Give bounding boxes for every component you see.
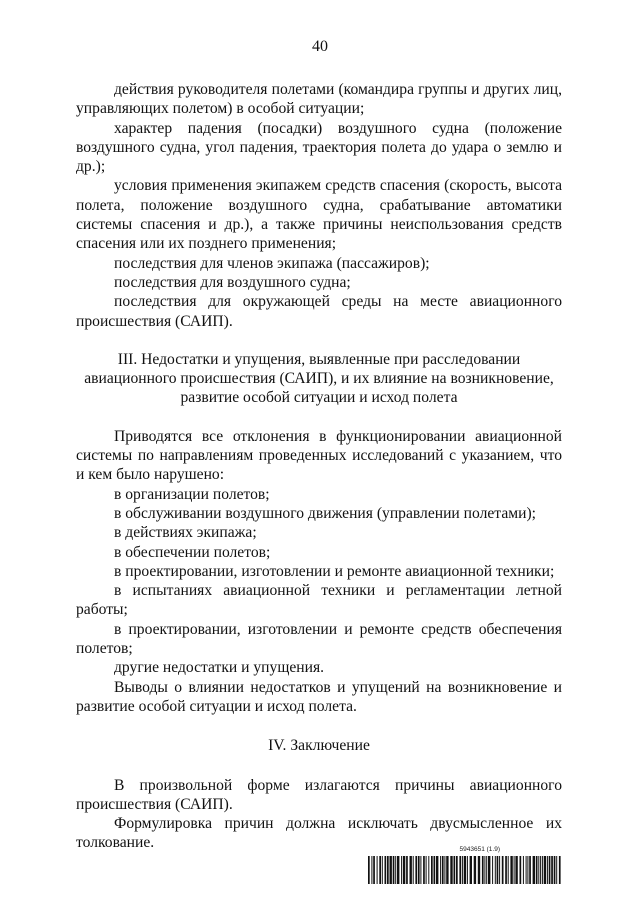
document-body	[76, 80, 562, 853]
heading-line: III. Недостатки и упущения, выявленные при расследовании	[117, 350, 521, 368]
list-item: другие недостатки и упущения.	[114, 659, 325, 677]
paragraph: характер падения (посадки) воздушного судна (положение воздушного судна, угол падения, траектория полета до удара о землю и др.);	[76, 119, 562, 176]
list-item: в проектировании, изготовлении и ремонте авиационной техники;	[114, 562, 555, 580]
barcode-id: 5943651 (1.9)	[459, 846, 500, 853]
section-top	[76, 80, 562, 331]
paragraph: Выводы о влиянии недостатков и упущений на возникновение и развитие особой ситуации и исход полета.	[76, 678, 562, 715]
list-item: в обслуживании воздушного движения (управлении полетами);	[114, 504, 536, 522]
heading-line: развитие особой ситуации и исход полета	[180, 389, 458, 407]
section-3-body	[76, 427, 562, 716]
section-4-body	[76, 776, 562, 853]
list-item: в обеспечении полетов;	[114, 543, 271, 561]
list-item: в действиях экипажа;	[114, 524, 257, 542]
barcode-icon	[368, 856, 562, 884]
section-3-heading	[76, 350, 562, 408]
heading-line: IV. Заключение	[268, 737, 370, 755]
paragraph: В произвольной форме излагаются причины авиационного происшествия (САИП).	[76, 776, 562, 813]
paragraph: последствия для членов экипажа (пассажиров);	[114, 254, 430, 272]
barcode-area	[368, 846, 562, 886]
list-item: в проектировании, изготовлении и ремонте средств обеспечения полетов;	[76, 620, 562, 658]
paragraph: последствия для воздушного судна;	[114, 273, 351, 291]
list-item: в испытаниях авиационной техники и регламентации летной работы;	[76, 582, 562, 619]
list-item: в организации полетов;	[114, 485, 270, 503]
heading-line: авиационного происшествия (САИП), и их влияние на возникновение,	[84, 370, 554, 388]
paragraph: Формулировка причин должна исключать двусмысленное их толкование.	[76, 815, 562, 852]
section-4-heading	[76, 736, 562, 755]
paragraph: Приводятся все отклонения в функционировании авиационной системы по направлениям проведенных исследований с указанием, что и кем было нарушено:	[76, 427, 562, 484]
paragraph: последствия для окружающей среды на месте авиационного происшествия (САИП).	[76, 293, 562, 330]
page-number: 40	[312, 38, 328, 55]
paragraph: действия руководителя полетами (командира группы и других лиц, управляющих полетом) в особой ситуации;	[76, 81, 562, 118]
paragraph: условия применения экипажем средств спасения (скорость, высота полета, положение воздушного судна, срабатывание автоматики системы спасения и др.), а также причины неиспользования средств спасения или их позднего применения;	[76, 177, 562, 253]
